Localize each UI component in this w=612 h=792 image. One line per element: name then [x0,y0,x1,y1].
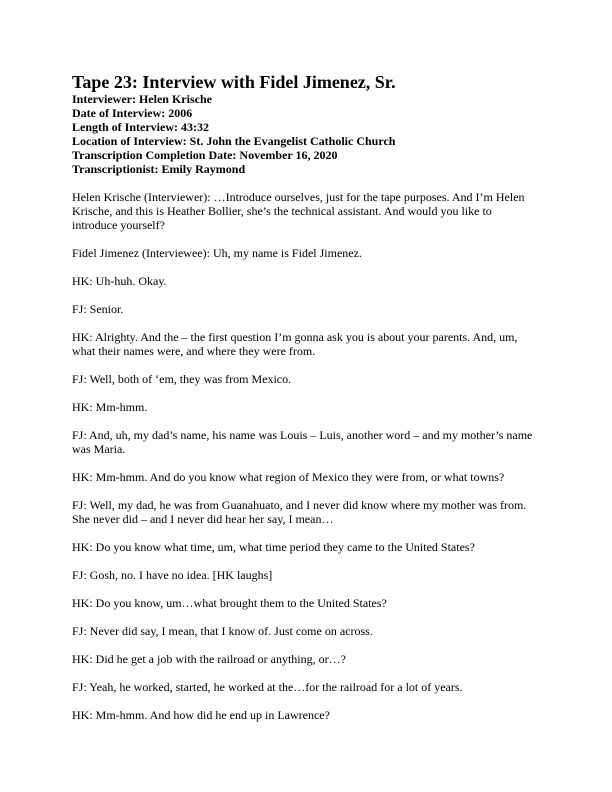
metadata-transcriptionist: Transcriptionist: Emily Raymond [72,162,246,176]
transcript-paragraph: HK: Alrighty. And the – the first question I’m gonna ask you is about your parents. And, um, what their names were, and where they were from. [72,330,518,358]
metadata-completion-date: Transcription Completion Date: November 16, 2020 [72,148,338,162]
transcript-content [72,72,540,722]
interview-metadata [72,92,540,176]
transcript-paragraph: FJ: Gosh, no. I have no idea. [HK laughs] [72,568,273,582]
metadata-interviewer: Interviewer: Helen Krische [72,92,212,106]
transcript-paragraph: HK: Did he get a job with the railroad or anything, or…? [72,652,346,666]
transcript-paragraph: FJ: Well, both of ‘em, they was from Mexico. [72,372,292,386]
transcript-paragraph: HK: Mm-hmm. [72,400,148,414]
transcript-paragraph: HK: Mm-hmm. And do you know what region of Mexico they were from, or what towns? [72,470,505,484]
metadata-length: Length of Interview: 43:32 [72,120,209,134]
transcript-paragraph: Helen Krische (Interviewer): …Introduce ourselves, just for the tape purposes. And I’m Helen Krische, and this is Heather Bollier, she’s the technical assistant. And would you like to introduce yourself? [72,190,525,232]
transcript-paragraph: FJ: And, uh, my dad’s name, his name was Louis – Luis, another word – and my mother’s name was Maria. [72,428,533,456]
transcript-paragraph: FJ: Well, my dad, he was from Guanahuato, and I never did know where my mother was from. She never did – and I never did hear her say, I mean… [72,498,527,526]
metadata-location: Location of Interview: St. John the Evangelist Catholic Church [72,134,396,148]
transcript-paragraph: HK: Uh-huh. Okay. [72,274,167,288]
document-title: Tape 23: Interview with Fidel Jimenez, Sr. [72,72,396,92]
transcript-paragraph: HK: Do you know, um…what brought them to the United States? [72,596,387,610]
transcript-paragraph: HK: Mm-hmm. And how did he end up in Lawrence? [72,708,330,722]
transcript-paragraph: FJ: Never did say, I mean, that I know of. Just come on across. [72,624,373,638]
transcript-paragraph: FJ: Senior. [72,302,124,316]
transcript-paragraph: Fidel Jimenez (Interviewee): Uh, my name is Fidel Jimenez. [72,246,362,260]
transcript-paragraph: FJ: Yeah, he worked, started, he worked at the…for the railroad for a lot of years. [72,680,463,694]
metadata-date: Date of Interview: 2006 [72,106,193,120]
transcript-paragraph: HK: Do you know what time, um, what time period they came to the United States? [72,540,475,554]
